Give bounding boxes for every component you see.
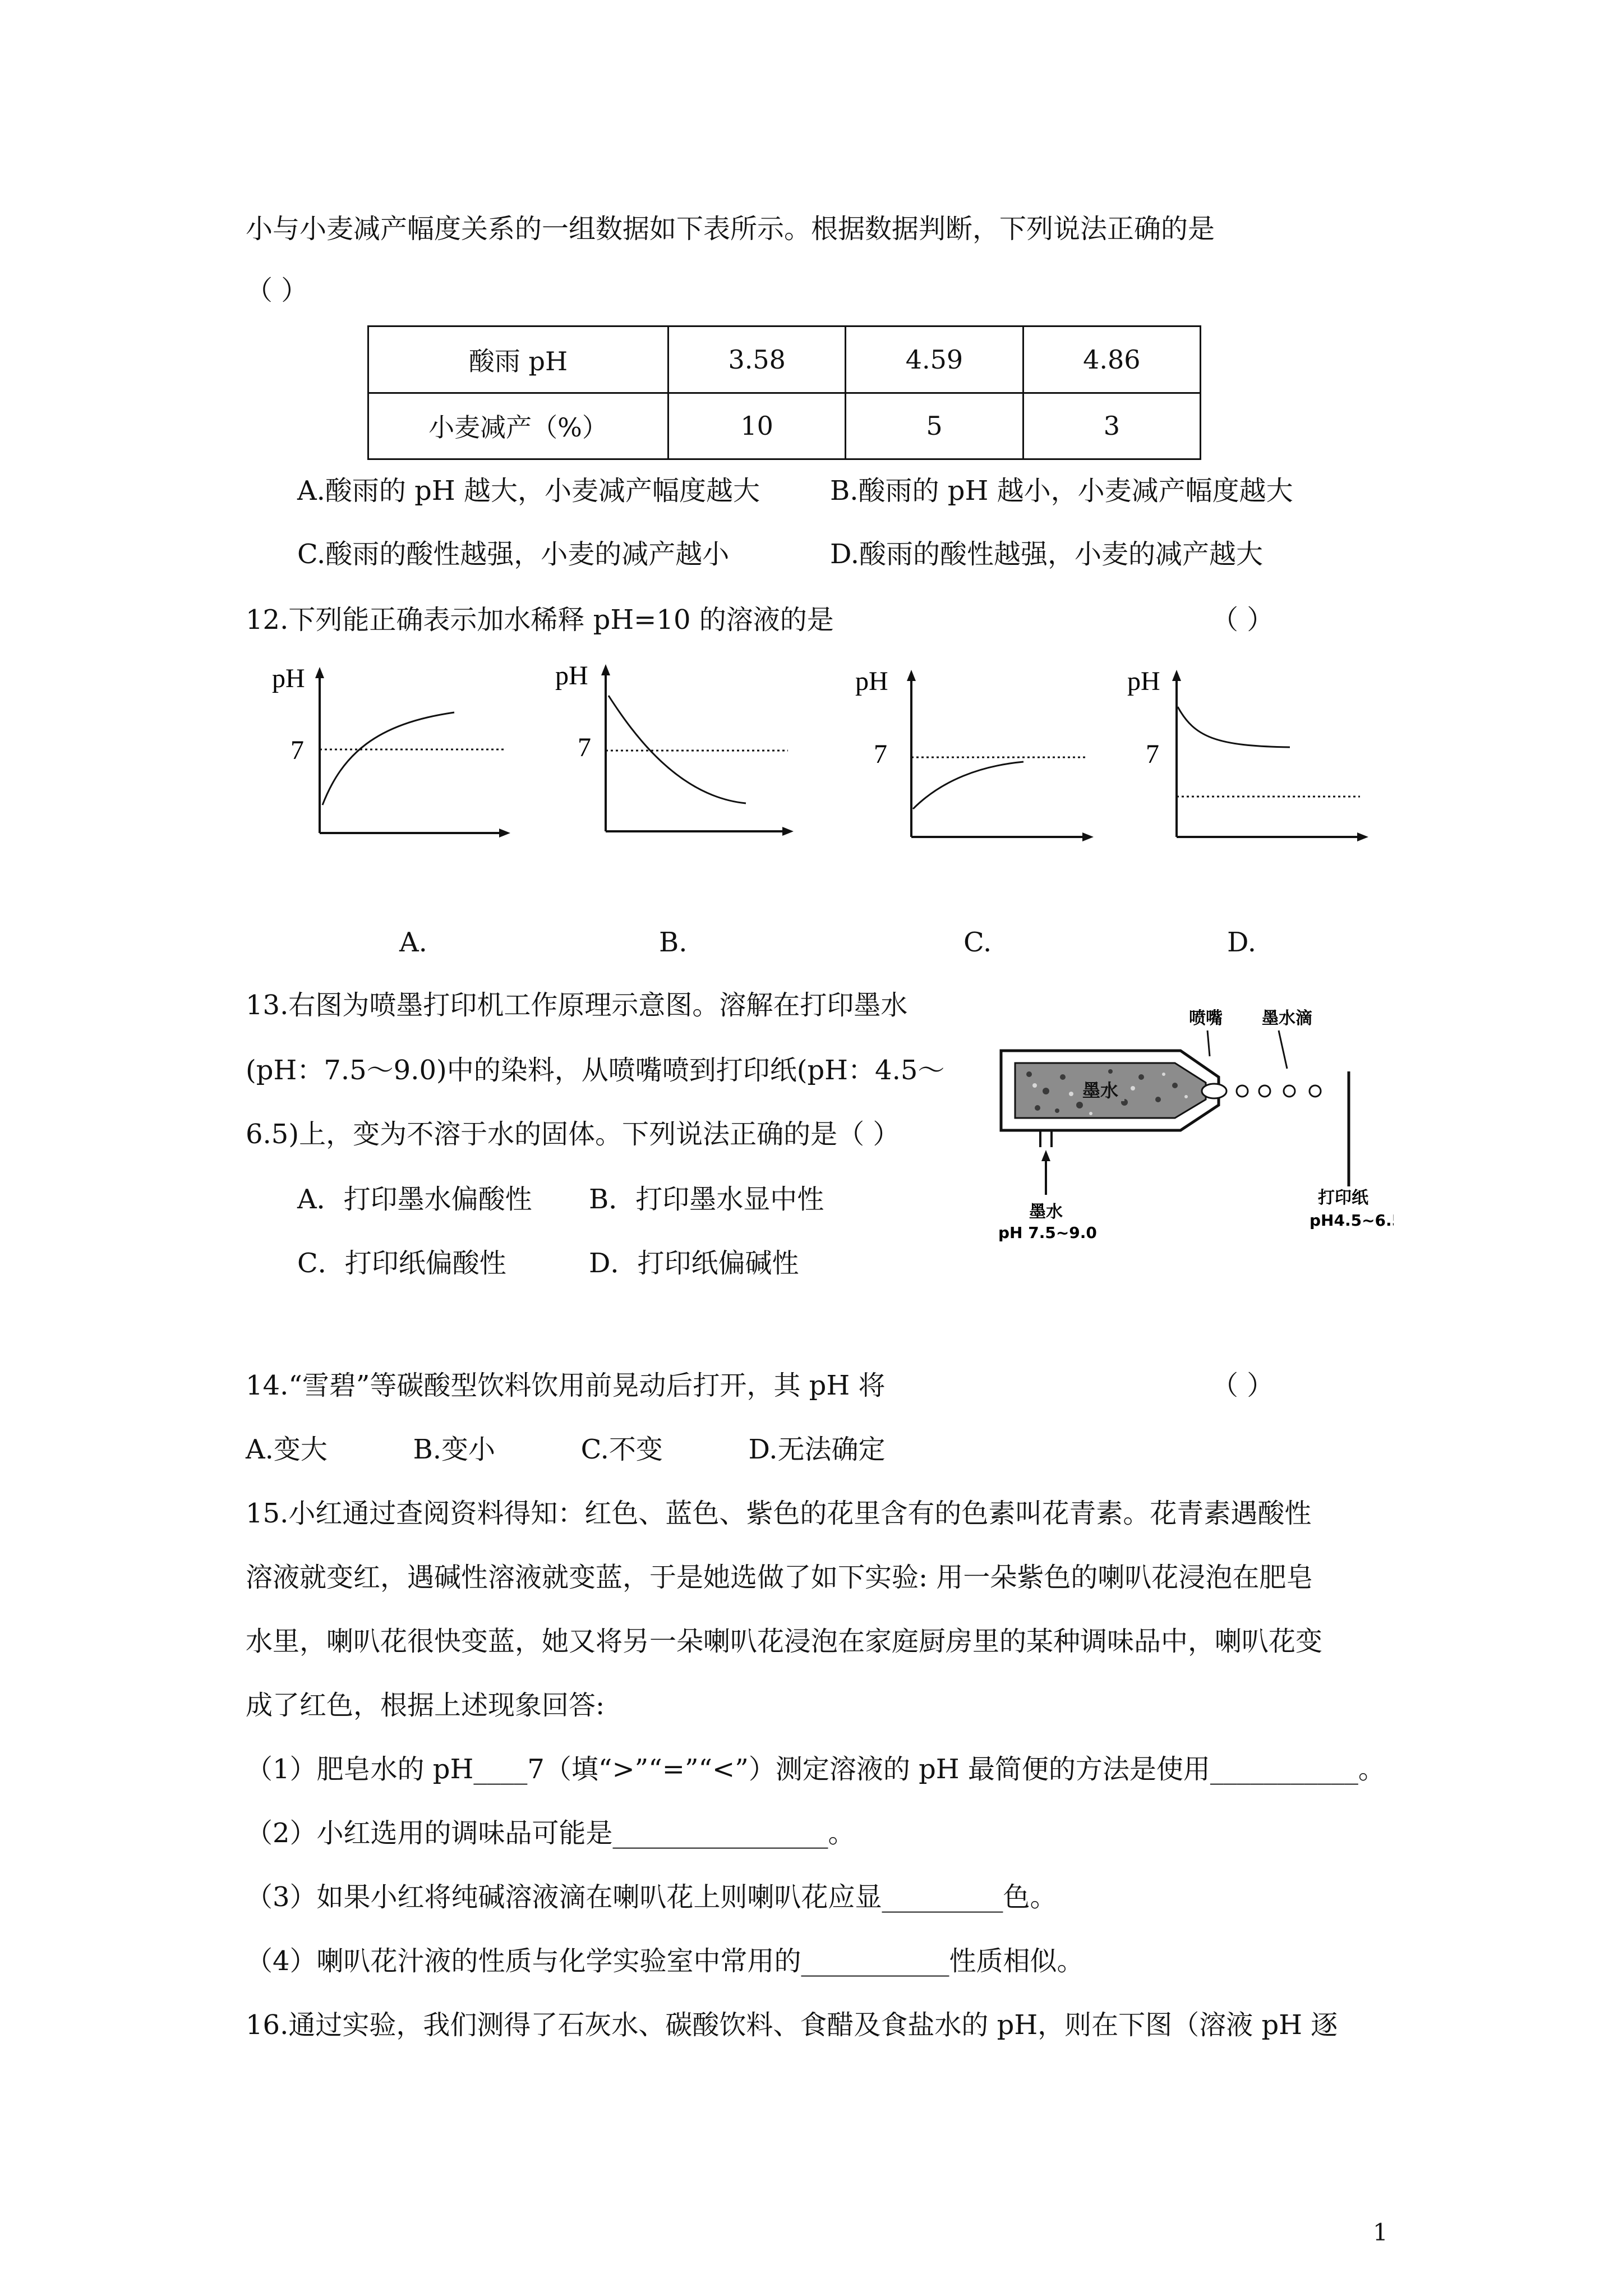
graph-caption-a: A.	[399, 927, 427, 958]
q11-bracket: （ ）	[246, 275, 308, 306]
table-cell: 4.86	[1023, 326, 1200, 393]
q15-line3: 水里，喇叭花很快变蓝，她又将另一朵喇叭花浸泡在家庭厨房里的某种调味品中，喇叭花变	[246, 1626, 1323, 1657]
q13-option-c: C．打印纸偏酸性	[297, 1248, 506, 1279]
q13-line2: (pH：7.5～9.0)中的染料，从喷嘴喷到打印纸(pH：4.5～	[246, 1055, 945, 1086]
nozzle-label: 喷嘴	[1189, 1009, 1223, 1028]
q15-sub4: （4）喇叭花汁液的性质与化学实验室中常用的___________性质相似。	[246, 1945, 1084, 1977]
q11-option-b: B.酸雨的 pH 越小，小麦减产幅度越大	[830, 475, 1293, 507]
table-row	[368, 326, 1201, 393]
q15-line4: 成了红色，根据上述现象回答:	[246, 1690, 605, 1721]
q13-option-d: D．打印纸偏碱性	[589, 1248, 799, 1279]
q11-option-a: A.酸雨的 pH 越大，小麦减产幅度越大	[297, 475, 760, 507]
ref-label-7: 7	[291, 735, 304, 765]
axis-label-ph: pH	[855, 666, 888, 696]
table-cell: 5	[846, 393, 1023, 459]
ink-drop-label: 墨水滴	[1262, 1009, 1312, 1028]
graph-a	[264, 659, 522, 852]
table-row	[368, 393, 1201, 459]
q11-intro-line1: 小与小麦减产幅度关系的一组数据如下表所示。根据数据判断，下列说法正确的是	[246, 213, 1215, 245]
q14-options: A.变大 B.变小 C.不变 D.无法确定	[246, 1434, 886, 1465]
table-cell: 3.58	[668, 326, 846, 393]
q11-option-d: D.酸雨的酸性越强，小麦的减产越大	[830, 539, 1264, 570]
page-number: 1	[1373, 2219, 1388, 2246]
q15-line1: 15.小红通过查阅资料得知：红色、蓝色、紫色的花里含有的色素叫花青素。花青素遇酸性	[246, 1498, 1312, 1529]
paper-ph-label: pH4.5~6.5	[1310, 1211, 1394, 1230]
ref-label-7: 7	[578, 733, 591, 762]
table-cell: 酸雨 pH	[368, 326, 668, 393]
graph-caption-b: B.	[659, 927, 688, 958]
q14-stem: 14.“雪碧”等碳酸型饮料饮用前晃动后打开，其 pH 将	[246, 1370, 886, 1401]
inkjet-printer-diagram	[995, 1007, 1394, 1254]
q12-bracket: （ ）	[1211, 604, 1274, 636]
q16-line1: 16.通过实验，我们测得了石灰水、碳酸饮料、食醋及食盐水的 pH，则在下图（溶液 pH 逐	[246, 2009, 1338, 2041]
graph-caption-d: D.	[1227, 927, 1257, 958]
table-cell: 10	[668, 393, 846, 459]
q15-sub3: （3）如果小红将纯碱溶液滴在喇叭花上则喇叭花应显_________色。	[246, 1881, 1057, 1913]
axis-label-ph: pH	[555, 661, 588, 691]
ink-inside-label: 墨水	[1082, 1080, 1119, 1101]
ref-label-7: 7	[1146, 739, 1159, 769]
q12-stem: 12.下列能正确表示加水稀释 pH=10 的溶液的是	[246, 604, 834, 636]
q13-line3: 6.5)上，变为不溶于水的固体。下列说法正确的是（ ）	[246, 1119, 900, 1150]
ink-ph-label: pH 7.5~9.0	[998, 1223, 1097, 1242]
table-cell: 小麦减产（%）	[368, 393, 668, 459]
axis-label-ph: pH	[272, 664, 305, 693]
q15-sub2: （2）小红选用的调味品可能是________________。	[246, 1818, 855, 1849]
paper-label: 打印纸	[1318, 1188, 1368, 1208]
q15-sub1: （1）肥皂水的 pH____7（填“>”“=”“<”）测定溶液的 pH 最简便的方法是使用___________。	[246, 1754, 1385, 1785]
graph-c	[841, 662, 1099, 855]
q14-bracket: （ ）	[1211, 1370, 1274, 1401]
ref-label-7: 7	[874, 739, 887, 769]
table-cell: 4.59	[846, 326, 1023, 393]
graph-d	[1122, 662, 1380, 855]
table-cell: 3	[1023, 393, 1200, 459]
q13-option-a: A．打印墨水偏酸性	[297, 1184, 532, 1215]
graph-b	[544, 656, 802, 849]
q13-option-b: B．打印墨水显中性	[589, 1184, 824, 1215]
graph-caption-c: C.	[963, 927, 992, 958]
acid-rain-table	[367, 325, 1201, 460]
q13-line1: 13.右图为喷墨打印机工作原理示意图。溶解在打印墨水	[246, 990, 908, 1021]
q11-option-c: C.酸雨的酸性越强，小麦的减产越小	[297, 539, 730, 570]
axis-label-ph: pH	[1127, 666, 1160, 696]
ink-label: 墨水	[1029, 1202, 1063, 1222]
q15-line2: 溶液就变红，遇碱性溶液就变蓝，于是她选做了如下实验: 用一朵紫色的喇叭花浸泡在肥皂	[246, 1562, 1313, 1593]
